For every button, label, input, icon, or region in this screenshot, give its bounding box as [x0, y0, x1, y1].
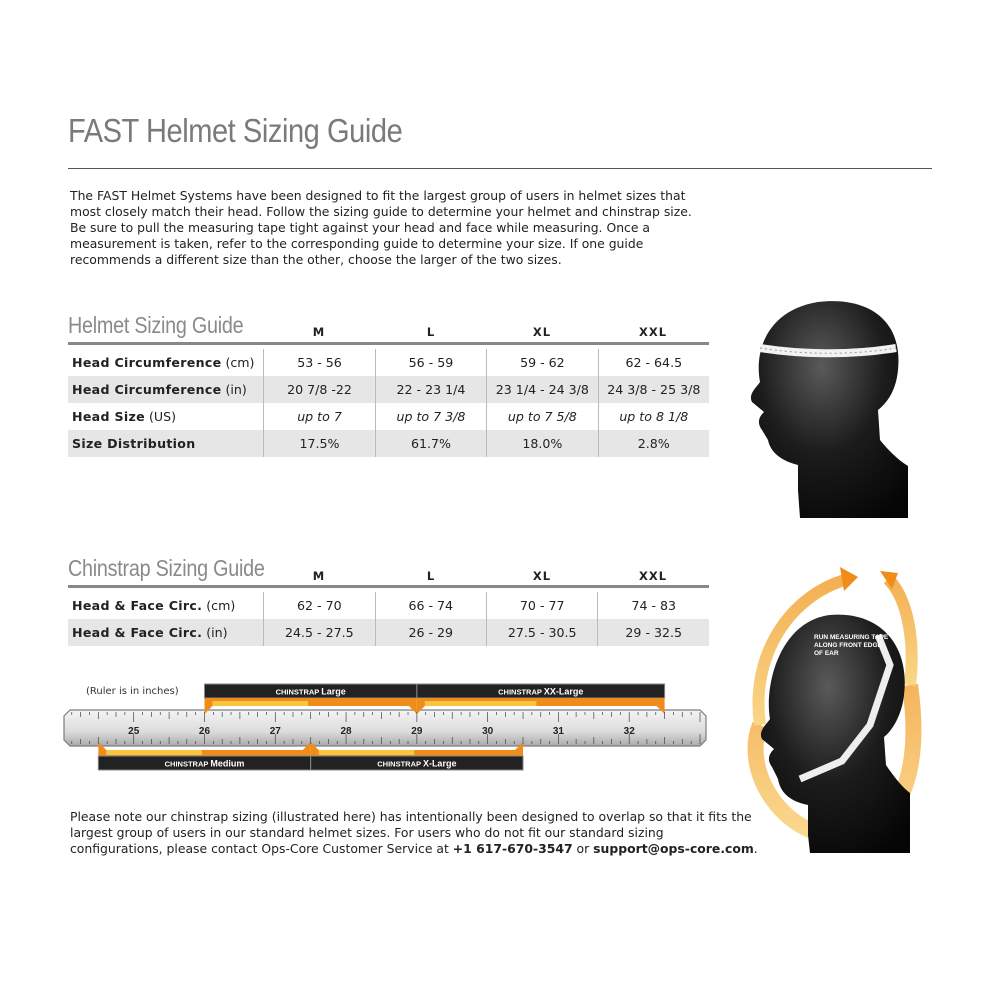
svg-text:CHINSTRAP Large: CHINSTRAP Large [275, 686, 346, 697]
table-cell: 70 - 77 [486, 592, 598, 619]
table-cell: up to 7 3/8 [375, 403, 486, 430]
table-cell: up to 7 [264, 403, 375, 430]
table-cell: up to 8 1/8 [598, 403, 709, 430]
table-cell: 61.7% [375, 430, 486, 457]
svg-text:CHINSTRAP Medium: CHINSTRAP Medium [164, 758, 245, 769]
ruler-tick-label: 30 [482, 726, 494, 737]
chin-col-xl: XL [532, 569, 552, 583]
ruler-body [64, 710, 706, 746]
table-cell: 29 - 32.5 [598, 619, 709, 646]
table-cell: 26 - 29 [375, 619, 486, 646]
table-cell: 59 - 62 [487, 349, 598, 376]
table-cell: 74 - 83 [598, 592, 709, 619]
table-row [68, 349, 709, 376]
svg-text:CHINSTRAP XX-Large: CHINSTRAP XX-Large [498, 686, 584, 697]
helmet-col-l: L [426, 325, 436, 339]
chin-image-label: RUN MEASURING TAPE ALONG FRONT EDGE OF EAR [814, 634, 889, 657]
chin-col-xxl: XXL [638, 569, 668, 583]
row-label: Head Circumference (in) [68, 376, 264, 403]
helmet-col-xxl: XXL [638, 325, 668, 339]
ruler-tick-label: 32 [623, 726, 635, 737]
row-label: Head & Face Circ. (cm) [72, 598, 236, 613]
ruler-tick-label: 28 [340, 726, 352, 737]
helmet-col-m: M [312, 325, 326, 339]
ruler-tick-label: 26 [198, 726, 211, 737]
table-row [68, 592, 709, 619]
footer-note: Please note our chinstrap sizing (illustrated here) has intentionally been designed to overlap so that it fits the largest group of users in our standard helmet sizes. For users who do not fit our standard sizing configurations, please contact Ops-Core Customer Service at +1 617-670-3547 or support@ops-core.com. [70, 809, 758, 856]
chinstrap-table-rule [68, 585, 709, 588]
table-row [68, 376, 709, 403]
support-email-link[interactable]: support@ops-core.com [593, 841, 754, 856]
row-label: Head Size (US) [72, 409, 176, 424]
table-row [68, 403, 709, 430]
helmet-table-rule [68, 342, 709, 345]
table-cell: 23 1/4 - 24 3/8 [487, 376, 598, 403]
ruler-note: (Ruler is in inches) [86, 686, 179, 697]
chinstrap-ruler-graphic [60, 676, 710, 776]
page-title: FAST Helmet Sizing Guide [68, 112, 403, 149]
table-row [68, 619, 709, 646]
svg-text:CHINSTRAP X-Large: CHINSTRAP X-Large [377, 758, 457, 769]
table-cell: up to 7 5/8 [487, 403, 598, 430]
title-divider [68, 168, 932, 169]
table-cell: 66 - 74 [375, 592, 486, 619]
mannequin-head-image [738, 290, 928, 520]
table-cell: 27.5 - 30.5 [486, 619, 598, 646]
chinstrap-sizing-table [68, 592, 709, 646]
chinstrap-guide-title: Chinstrap Sizing Guide [68, 555, 265, 581]
intro-paragraph: The FAST Helmet Systems have been designed to fit the largest group of users in helmet sizes that most closely match their head. Follow the sizing guide to determine your helmet and chinstrap size. Be sure to pull the measuring tape tight against your head and face while measuring. Once a measurement is taken, refer to the corresponding guide to determine your size. If one guide recommends a different size than the other, choose the larger of the two sizes. [70, 188, 692, 267]
helmet-col-xl: XL [532, 325, 552, 339]
support-phone: +1 617-670-3547 [452, 841, 573, 856]
row-label: Head Circumference (cm) [72, 355, 255, 370]
table-cell: 24.5 - 27.5 [264, 619, 376, 646]
table-cell: 17.5% [264, 430, 375, 457]
ruler-tick-label: 29 [411, 726, 423, 737]
table-cell: 22 - 23 1/4 [375, 376, 486, 403]
ruler-tick-label: 25 [128, 726, 140, 737]
row-label: Head & Face Circ. (in) [68, 619, 264, 646]
chin-col-m: M [312, 569, 326, 583]
helmet-sizing-table [68, 349, 709, 457]
table-row [68, 430, 709, 457]
table-cell: 2.8% [598, 430, 709, 457]
table-cell: 24 3/8 - 25 3/8 [598, 376, 709, 403]
table-cell: 20 7/8 -22 [264, 376, 375, 403]
row-label: Size Distribution [68, 430, 264, 457]
table-cell: 62 - 64.5 [598, 349, 709, 376]
ruler-tick-label: 27 [269, 726, 281, 737]
table-cell: 56 - 59 [375, 349, 486, 376]
table-cell: 18.0% [487, 430, 598, 457]
helmet-guide-title: Helmet Sizing Guide [68, 312, 244, 338]
ruler-tick-label: 31 [552, 726, 564, 737]
table-cell: 62 - 70 [264, 592, 376, 619]
table-cell: 53 - 56 [264, 349, 375, 376]
chin-col-l: L [426, 569, 436, 583]
